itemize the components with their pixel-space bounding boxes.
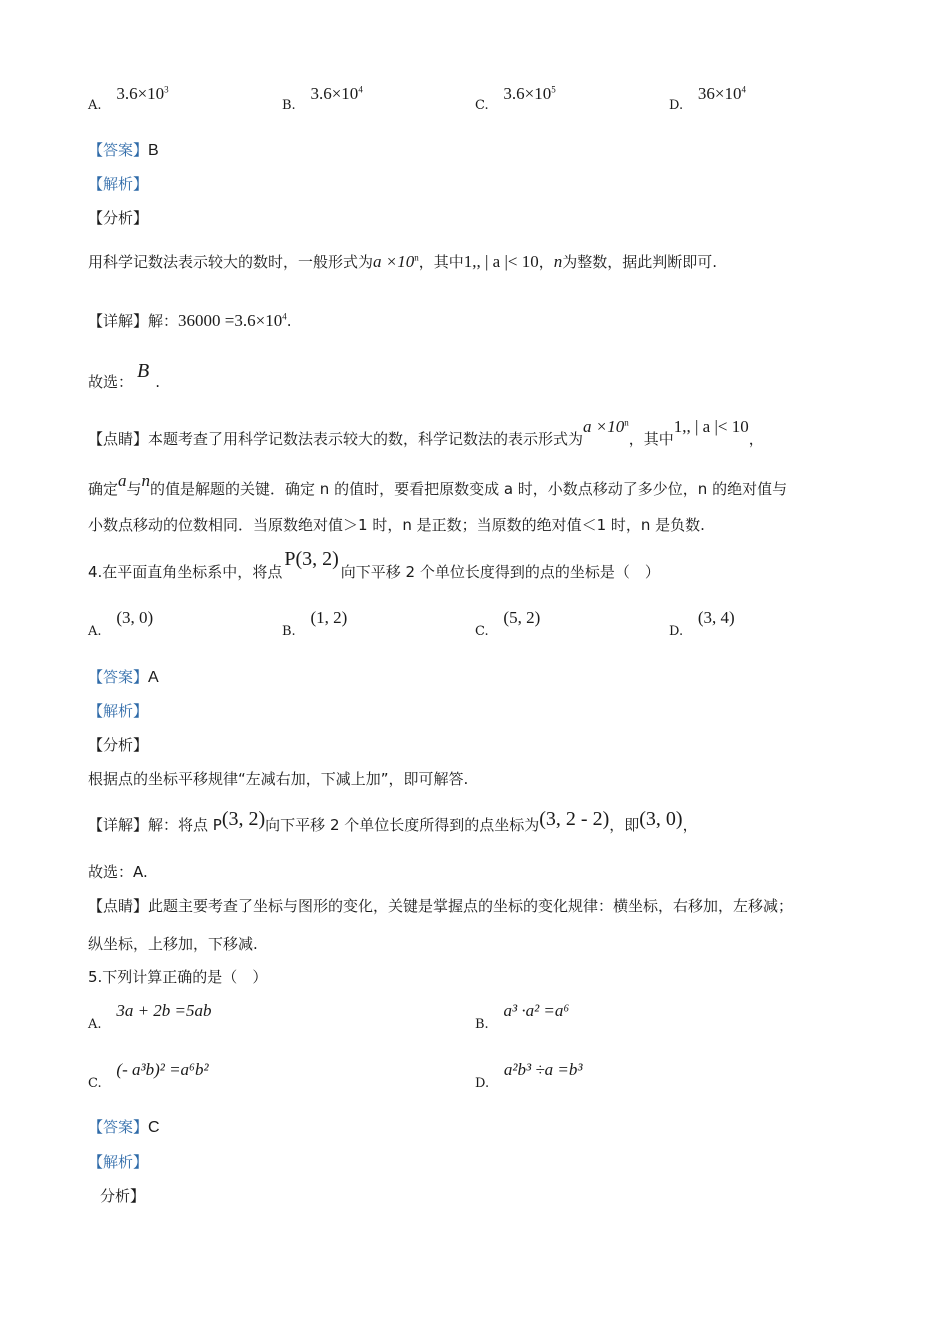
q5-fenxi-tag: 分析】 <box>100 1187 146 1205</box>
q4-detail-line: 【详解】解：将点 P(3, 2)向下平移 2 个单位长度所得到的点坐标为(3, 2 - 2)，即(3, 0)， <box>88 808 698 834</box>
q4-option-b: B. (1, 2) <box>282 608 348 639</box>
q5-stem: 5.下列计算正确的是（ ） <box>88 968 268 986</box>
q3-fenxi-text: 用科学记数法表示较大的数时，一般形式为$a \times 10^n$，其中1,, | a |< 10，n为整数，据此判断即可. <box>88 252 718 271</box>
q3-answer-line <box>88 139 159 160</box>
q4-stem: 4.在平面直角坐标系中，将点P(3, 2)向下平移 2 个单位长度得到的点的坐标是（ ） <box>88 548 660 581</box>
q5-answer-line: 【答案】C <box>88 1118 160 1136</box>
dianjing-tag: 【点睛】 <box>88 430 149 448</box>
q3-detail-line: 【详解】解：$36000 =3.6\times 10^4$. <box>88 311 292 330</box>
q4-answer-line: 【答案】A <box>88 668 159 686</box>
q3-option-b <box>282 84 363 113</box>
answer-tag: 【答案】 <box>88 141 149 159</box>
q4-fenxi-text: 根据点的坐标平移规律“左减右加，下减上加”，即可解答. <box>88 770 469 788</box>
q3-option-c <box>475 84 556 113</box>
q3-option-d <box>669 84 746 113</box>
q4-analysis-tag: 【解析】 <box>88 702 149 720</box>
q5-option-b: B. a³ ·a² =a⁶ <box>475 1001 570 1032</box>
q3-fenxi-tag: 【分析】 <box>88 209 149 227</box>
answer-value: B <box>148 142 159 159</box>
q5-option-c: C. (- a³b)² =a⁶b² <box>88 1060 209 1091</box>
q4-dianjing-line: 【点睛】此题主要考查了坐标与图形的变化，关键是掌握点的坐标的变化规律：横坐标，右移加，左移减； <box>88 897 794 915</box>
option-letter: C. <box>475 98 489 113</box>
option-letter: B. <box>282 98 296 113</box>
option-expression: $3.6\times 10^4$ <box>310 84 363 103</box>
q3-dianjing-line-2: 确定a与n的值是解题的关键．确定 n 的值时，要看把原数变成 a 时，小数点移动了多少位，n 的绝对值与 <box>88 471 788 498</box>
q4-option-c: C. (5, 2) <box>475 608 541 639</box>
q4-option-a: A. (3, 0) <box>88 608 154 639</box>
q3-option-a <box>88 84 169 113</box>
q3-choose-line: 故选： B . <box>88 360 161 391</box>
option-letter: D. <box>669 98 684 113</box>
q5-analysis-tag: 【解析】 <box>88 1153 149 1171</box>
q4-dianjing-line-2: 纵坐标，上移加，下移减. <box>88 935 258 953</box>
q3-dianjing-line-3: 小数点移动的位数相同．当原数绝对值＞1 时，n 是正数；当原数的绝对值＜1 时，n 是负数. <box>88 516 705 534</box>
option-letter: A. <box>88 98 102 113</box>
detail-tag: 【详解】 <box>88 312 149 330</box>
q5-option-d: D. a²b³ ÷a =b³ <box>475 1060 583 1091</box>
q3-dianjing-line: 【点睛】本题考查了用科学记数法表示较大的数，科学记数法的表示形式为$a \times 10^n$，其中1,, | a |< 10， <box>88 417 764 448</box>
option-expression: $3.6\times 10^5$ <box>503 84 556 103</box>
q5-option-a: A. 3a + 2b =5ab <box>88 1001 212 1032</box>
option-expression: $3.6\times 10^3$ <box>116 84 169 103</box>
option-expression: $36\times 10^4$ <box>697 84 746 103</box>
q4-choose-line: 故选：A. <box>88 863 148 881</box>
q4-fenxi-tag: 【分析】 <box>88 736 149 754</box>
q3-analysis-tag: 【解析】 <box>88 175 149 193</box>
q4-option-d: D. (3, 4) <box>669 608 735 639</box>
